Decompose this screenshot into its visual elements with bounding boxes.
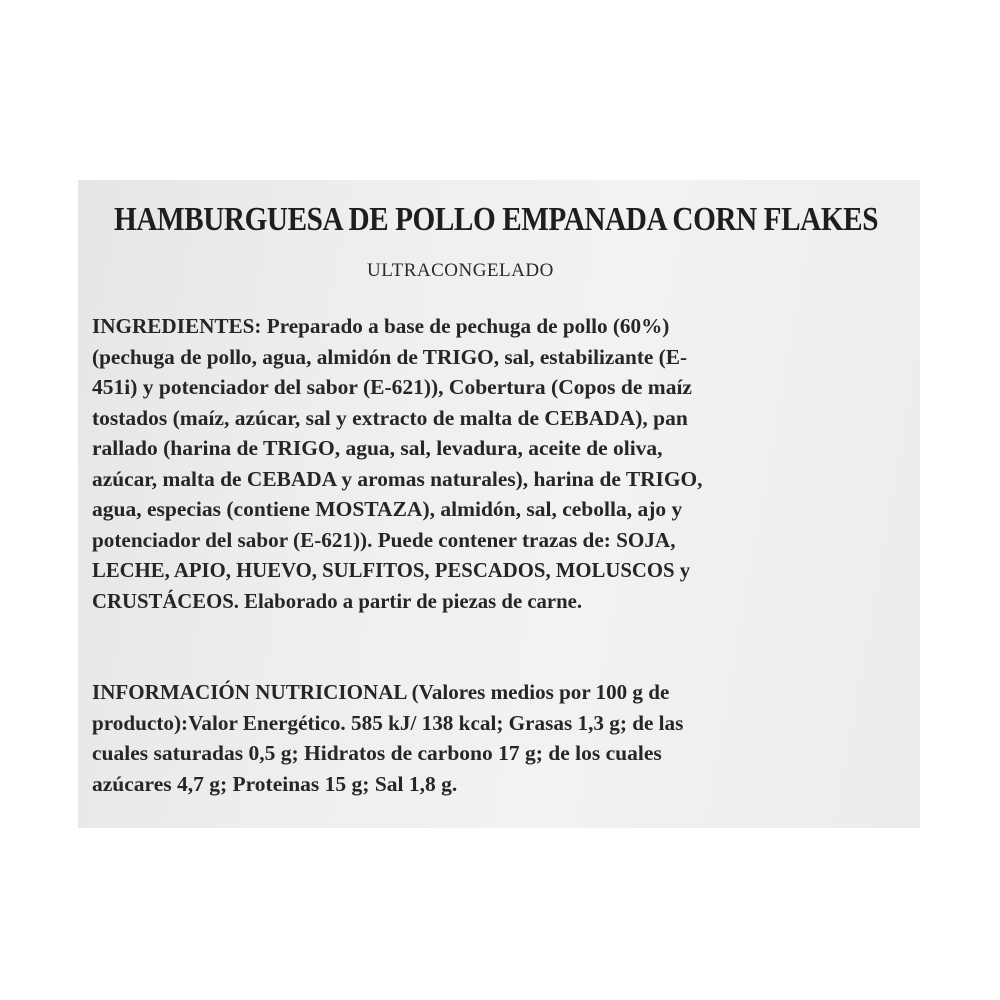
ingredients-section	[92, 311, 912, 616]
nutrition-section	[92, 677, 912, 799]
ingredients-line: potenciador del sabor (E-621)). Puede contener trazas de: SOJA,	[92, 527, 676, 552]
product-title: HAMBURGUESA DE POLLO EMPANADA CORN FLAKES	[114, 201, 879, 238]
ingredients-line: 451i) y potenciador del sabor (E-621)), Cobertura (Copos de maíz	[92, 375, 692, 399]
ingredients-line: rallado (harina de TRIGO, agua, sal, levadura, aceite de oliva,	[92, 436, 663, 460]
ingredients-line: LECHE, APIO, HUEVO, SULFITOS, PESCADOS, MOLUSCOS y	[92, 558, 691, 582]
ingredients-line: INGREDIENTES: Preparado a base de pechuga de pollo (60%)	[92, 314, 670, 338]
product-label	[78, 180, 920, 828]
ingredients-line: tostados (maíz, azúcar, sal y extracto de malta de CEBADA), pan	[92, 405, 688, 430]
product-subtitle: ULTRACONGELADO	[367, 260, 554, 281]
nutrition-line: cuales saturadas 0,5 g; Hidratos de carbono 17 g; de los cuales	[92, 741, 662, 765]
nutrition-line: azúcares 4,7 g; Proteinas 15 g; Sal 1,8 g.	[92, 771, 458, 796]
ingredients-line: (pechuga de pollo, agua, almidón de TRIGO, sal, estabilizante (E-	[92, 344, 688, 369]
ingredients-line: agua, especias (contiene MOSTAZA), almidón, sal, cebolla, ajo y	[92, 497, 683, 521]
nutrition-line: INFORMACIÓN NUTRICIONAL (Valores medios por 100 g de	[92, 680, 670, 704]
nutrition-line: producto):Valor Energético. 585 kJ/ 138 kcal; Grasas 1,3 g; de las	[92, 710, 684, 735]
ingredients-line: CRUSTÁCEOS. Elaborado a partir de piezas de carne.	[92, 588, 583, 613]
ingredients-line: azúcar, malta de CEBADA y aromas naturales), harina de TRIGO,	[92, 466, 703, 491]
